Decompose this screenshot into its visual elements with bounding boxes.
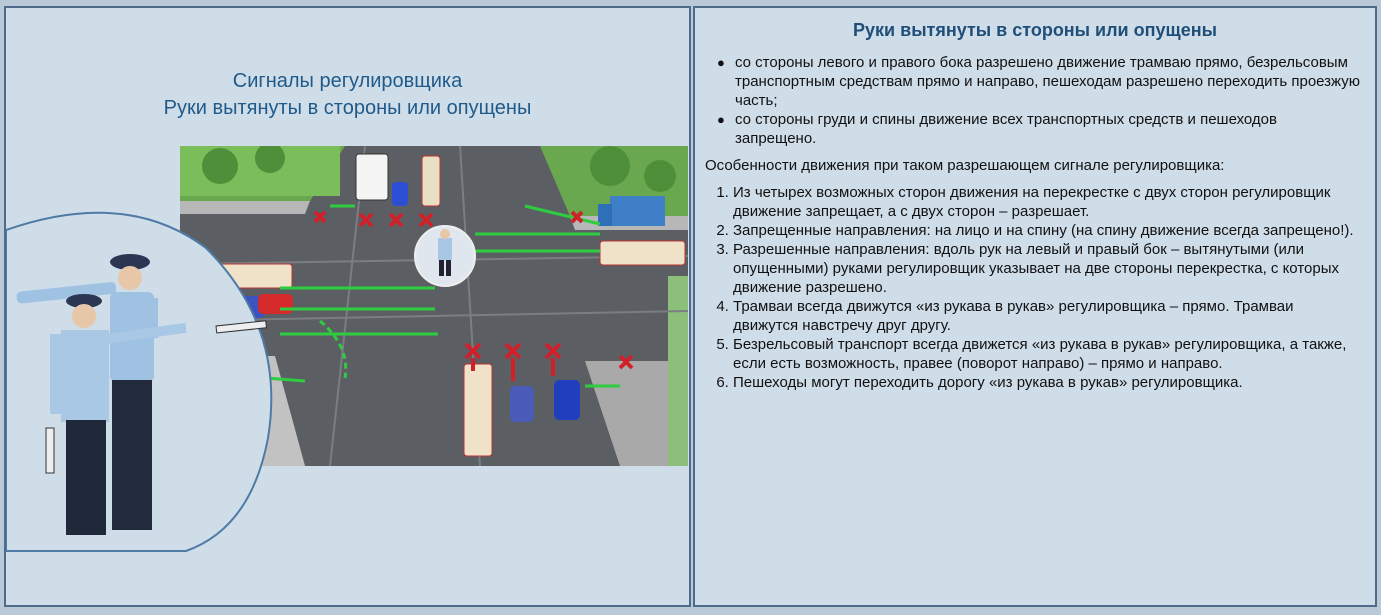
intro-text: Особенности движения при таком разрешающем сигнале регулировщика: (705, 157, 1225, 174)
steps-list (695, 183, 1375, 392)
list-item: ● со стороны груди и спины движение всех транспортных средств и пешеходов запрещено. (717, 111, 1277, 147)
list-item: 1. Из четырех возможных сторон движения на перекрестке с двух сторон регулировщик движение запрещает, а с двух сторон – разрешает. (733, 183, 1361, 221)
bullet-dot-icon: ● (717, 55, 725, 70)
left-title-line2: Руки вытянуты в стороны или опущены (163, 97, 532, 119)
list-item: 3. Разрешенные направления: вдоль рук на левый и правый бок – вытянутыми (или опущенными) руками регулировщик указывает на две стороны перекрестка, с которых движение разрешено. (733, 240, 1361, 297)
text-panel (693, 6, 1377, 607)
list-item: 4. Трамваи всегда движутся «из рукава в рукав» регулировщика – прямо. Трамваи движутся навстречу друг другу. (733, 297, 1361, 335)
list-item: 6. Пешеходы могут переходить дорогу «из рукава в рукав» регулировщика. (733, 373, 1361, 392)
bullet-list (695, 53, 1375, 148)
bullet-dot-icon: ● (717, 112, 725, 127)
left-title-line1: Сигналы регулировщика (232, 70, 463, 92)
list-item: 2. Запрещенные направления: на лицо и на спину (на спину движение всегда запрещено!). (733, 221, 1361, 240)
right-title: Руки вытянуты в стороны или опущены (853, 20, 1217, 40)
illustration-panel (4, 6, 691, 607)
list-item: ● со стороны левого и правого бока разрешено движение трамваю прямо, безрельсовым транспортным средствам прямо и направо, пешеходам разрешено переходить проезжую часть; (717, 54, 1361, 109)
regulator-figures (6, 8, 693, 609)
list-item: 5. Безрельсовый транспорт всегда движется «из рукава в рукав» регулировщика, а также, если есть возможность, правее (поворот направо) – прямо и направо. (733, 335, 1361, 373)
